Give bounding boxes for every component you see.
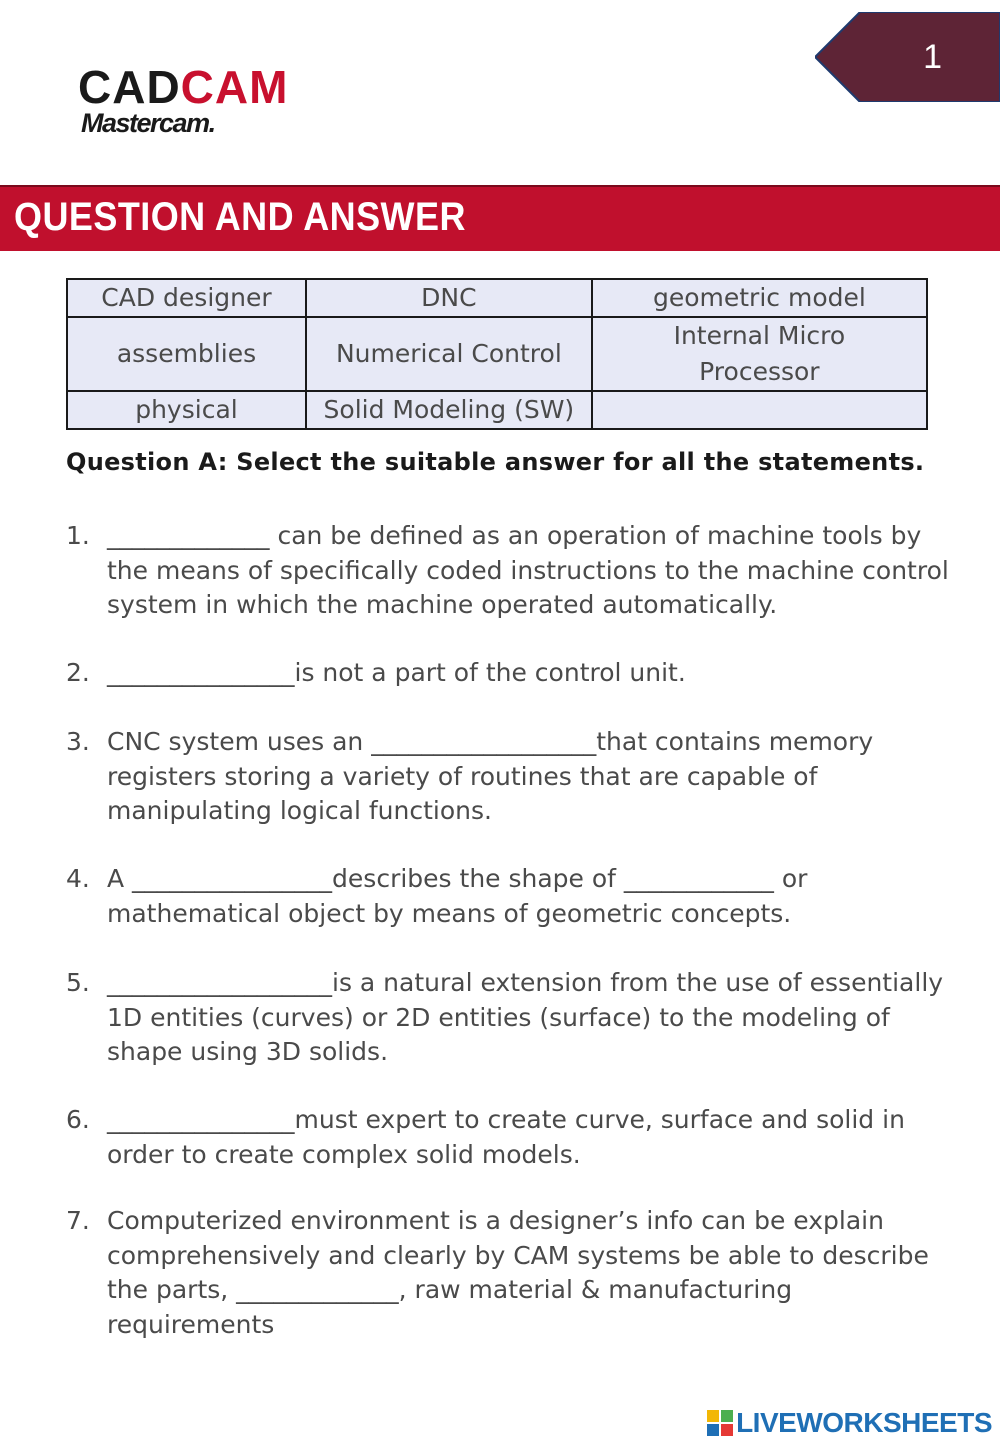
logo-title <box>78 62 288 112</box>
liveworksheets-text: LIVEWORKSHEETS <box>736 1407 992 1438</box>
logo-cad: CAD <box>78 61 181 113</box>
question-item <box>66 1103 956 1172</box>
word-bank-cell <box>592 391 927 429</box>
question-item <box>66 656 956 691</box>
question-text: _______________must expert to create curve, surface and solid in order to create complex solid models. <box>107 1105 905 1169</box>
question-item <box>66 519 956 623</box>
word-bank-row <box>67 391 927 429</box>
question-number: 1. <box>66 521 90 550</box>
question-item <box>66 862 956 931</box>
word-bank-cell: Solid Modeling (SW) <box>306 391 592 429</box>
word-bank-cell: Internal Micro Processor <box>592 317 927 391</box>
word-bank-cell: DNC <box>306 279 592 317</box>
logo-cam: CAM <box>180 61 289 113</box>
word-bank-row <box>67 279 927 317</box>
section-banner <box>0 185 1000 251</box>
word-bank-cell: Numerical Control <box>306 317 592 391</box>
word-bank-row <box>67 317 927 391</box>
word-bank-cell: physical <box>67 391 306 429</box>
question-number: 6. <box>66 1105 90 1134</box>
question-item <box>66 966 956 1070</box>
question-number: 5. <box>66 968 90 997</box>
banner-title: QUESTION AND ANSWER <box>14 195 466 239</box>
question-text: Computerized environment is a designer’s info can be explain comprehensively and clearly by CAM systems be able to describe the parts, _____________, raw material & manufacturing requirements <box>107 1206 929 1339</box>
page-tab-shape <box>815 12 1000 102</box>
question-number: 2. <box>66 658 90 687</box>
logo-mastercam: Mastercam. <box>81 108 215 138</box>
question-text: CNC system uses an __________________that contains memory registers storing a variety of routines that are capable of manipulating logical functions. <box>107 727 874 825</box>
question-item <box>66 1204 956 1342</box>
question-text: _____________ can be defined as an operation of machine tools by the means of specifically coded instructions to the machine control system in which the machine operated automatically. <box>107 521 949 619</box>
liveworksheets-brand <box>706 1407 992 1439</box>
question-number: 4. <box>66 864 90 893</box>
page-number: 1 <box>923 38 942 76</box>
question-text: A ________________describes the shape of ____________ or mathematical object by means of geometric concepts. <box>107 864 808 928</box>
word-bank-cell: geometric model <box>592 279 927 317</box>
liveworksheets-icon <box>706 1409 734 1437</box>
question-number: 7. <box>66 1206 90 1235</box>
question-item <box>66 725 956 829</box>
word-bank-cell: CAD designer <box>67 279 306 317</box>
question-number: 3. <box>66 727 90 756</box>
word-bank-table <box>66 278 928 430</box>
page-number-tab <box>815 12 1000 102</box>
question-text: __________________is a natural extension from the use of essentially 1D entities (curves) or 2D entities (surface) to the modeling of shape using 3D solids. <box>107 968 944 1066</box>
word-bank-cell: assemblies <box>67 317 306 391</box>
question-a-heading: Question A: Select the suitable answer for all the statements. <box>66 448 925 476</box>
cadcam-logo <box>78 62 288 139</box>
question-text: _______________is not a part of the control unit. <box>107 658 686 687</box>
